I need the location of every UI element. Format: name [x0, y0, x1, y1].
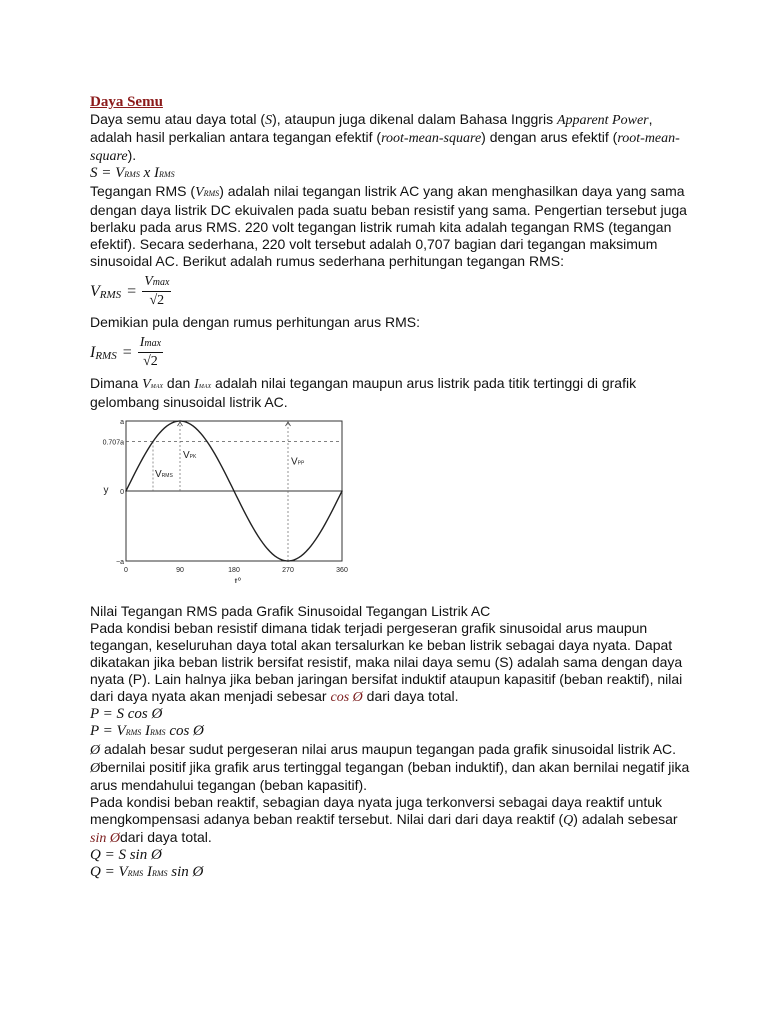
- symbol-phi: Ø: [90, 761, 101, 776]
- formula-p1: P = S cos Ø: [90, 706, 163, 722]
- text: adalah besar sudut pergeseran nilai arus maupun tegangan pada grafik sinusoidal listrik AC.: [100, 741, 677, 757]
- denominator: √2: [143, 354, 158, 369]
- text: adalah nilai tegangan maupun arus listrik pada titik tertinggi di grafik gelombang sinusoidal listrik AC.: [90, 375, 637, 410]
- formula-sub: RMS: [151, 869, 168, 878]
- sine-wave-chart: [90, 413, 360, 583]
- symbol-sub: RMS: [203, 189, 220, 198]
- formula-q1: Q = S sin Ø: [90, 847, 162, 863]
- numerator: [138, 335, 163, 353]
- paragraph-max: [90, 375, 690, 411]
- formula-lhs: I: [90, 344, 96, 361]
- formula-lhs: V: [90, 283, 100, 300]
- article: [90, 94, 690, 882]
- paragraph-reactive: [90, 794, 690, 847]
- formula-text: Q = V: [90, 864, 128, 880]
- x-tick-label: 270: [282, 567, 294, 574]
- text: Pada kondisi beban resistif dimana tidak terjadi pergeseran grafik sinusoidal arus maupun tegangan, keseluruhan daya total akan tersalurkan ke beban listrik sebagai daya nyata. Dapat dikatakan jika beban listrik bersifat resistif, maka nilai daya semu (S) adalah sama dengan daya nyata (P). Lain halnya jika beban jaringan bersifat induktif ataupun kapasitif (beban reaktif), nilai dari daya nyata akan menjadi sebesar: [90, 620, 683, 704]
- data-point: [287, 560, 289, 562]
- paragraph-phi: [90, 741, 690, 794]
- text: ), ataupun juga dikenal dalam Bahasa Inggris: [272, 111, 557, 127]
- x-axis-label: t°: [234, 577, 242, 583]
- annotation-vpk: VPK: [183, 450, 197, 462]
- text: Pada kondisi beban reaktif, sebagian daya nyata juga terkonversi sebagai daya reaktif untuk mengkompensasi adanya beban reaktif tersebut. Nilai dari dari daya reaktif (: [90, 794, 663, 827]
- symbol-phi: Ø: [90, 743, 101, 758]
- y-tick-label: −a: [116, 559, 124, 566]
- formula-s: [90, 165, 690, 183]
- text: ) dengan arus efektif (: [481, 129, 618, 145]
- formula-lhs-sub: RMS: [99, 289, 122, 301]
- term-rms: root-mean-square: [381, 131, 482, 146]
- formula-text: S = V: [90, 165, 125, 181]
- formula-p2: [90, 723, 690, 741]
- x-tick-label: 0: [124, 567, 128, 574]
- fraction: [142, 274, 171, 310]
- symbol-v: V: [195, 185, 204, 200]
- formula-text: sin Ø: [167, 864, 204, 880]
- symbol-sub: max: [150, 381, 164, 390]
- formula-sub: RMS: [150, 728, 166, 737]
- chart-svg: [90, 413, 360, 583]
- y-tick-label: 0: [120, 489, 124, 496]
- formula-text: I: [143, 864, 152, 880]
- formula-lhs-sub: RMS: [95, 350, 117, 362]
- paragraph-irms-intro: Demikian pula dengan rumus perhitungan arus RMS:: [90, 314, 420, 330]
- paragraph-vrms: [90, 183, 690, 270]
- denominator: √2: [149, 293, 165, 308]
- formula-sub: RMS: [127, 869, 144, 878]
- text: dari daya total.: [362, 688, 459, 704]
- text: , adalah hasil perkalian antara tegangan efektif (: [90, 111, 653, 145]
- section-heading: Daya Semu: [90, 94, 163, 110]
- x-tick-label: 360: [336, 567, 348, 574]
- formula-vrms: [90, 270, 690, 314]
- term-sin-phi: sin Ø: [90, 831, 120, 846]
- formula-sub: RMS: [159, 170, 175, 179]
- x-tick-label: 180: [228, 567, 240, 574]
- text: bernilai positif jika grafik arus tertinggal tegangan (beban induktif), dan akan bernilai negatif jika arus mendahului tegangan (beban kapasitif).: [90, 759, 690, 793]
- equals-sign: =: [122, 344, 132, 361]
- symbol-sub: max: [198, 381, 212, 390]
- term-apparent-power: Apparent Power: [556, 113, 649, 128]
- text: Daya semu atau daya total (: [90, 111, 266, 127]
- formula-text: P = V: [90, 723, 126, 739]
- x-tick-label: 90: [176, 567, 184, 574]
- equals-sign: =: [127, 283, 137, 300]
- y-axis-label: y: [103, 485, 109, 496]
- text: Dimana: [90, 375, 143, 391]
- formula-text: cos Ø: [165, 723, 204, 739]
- num-var: V: [144, 274, 153, 289]
- text: ).: [127, 147, 137, 163]
- annotation-vpp: VPP: [291, 456, 305, 468]
- symbol-v: V: [142, 377, 151, 392]
- symbol-s: S: [265, 113, 273, 128]
- symbol-i: I: [194, 377, 199, 392]
- num-var: I: [139, 335, 145, 350]
- text: dan: [163, 375, 195, 391]
- data-point: [125, 490, 127, 492]
- annotation-vrms: VRMS: [155, 469, 173, 480]
- num-sub: max: [152, 277, 170, 288]
- fraction: [138, 335, 163, 371]
- paragraph-intro: [90, 111, 690, 165]
- term-rms: root-mean-square: [90, 131, 680, 164]
- term-cos-phi: cos Ø: [330, 690, 363, 705]
- text: ) adalah nilai tegangan listrik AC yang akan menghasilkan daya yang sama dengan daya listrik DC ekuivalen pada suatu beban resistif yang sama. Pengertian tersebut juga berlaku pada arus RMS. 220 volt tegangan listrik rumah kita adalah tegangan RMS (tegangan efektif). Secara sederhana, 220 volt tersebut adalah 0,707 bagian dari tegangan maksimum sinusoidal AC. Berikut adalah rumus sederhana perhitungan tegangan RMS:: [90, 183, 687, 269]
- formula-text: I: [141, 723, 150, 739]
- formula-irms: [90, 331, 690, 375]
- formula-text: x I: [139, 165, 160, 181]
- text: Tegangan RMS (: [90, 183, 196, 199]
- num-sub: max: [144, 338, 162, 349]
- data-point: [233, 490, 235, 492]
- data-point: [341, 490, 343, 492]
- formula-q2: [90, 864, 690, 882]
- text: dari daya total.: [119, 829, 212, 845]
- formula-sub: RMS: [125, 728, 142, 737]
- figure-caption: Nilai Tegangan RMS pada Grafik Sinusoidal Tegangan Listrik AC: [90, 603, 491, 619]
- y-tick-label: a: [120, 419, 124, 426]
- text: ) adalah sebesar: [573, 811, 678, 827]
- numerator: [142, 274, 171, 292]
- paragraph-resistive: [90, 620, 690, 706]
- formula-sub: RMS: [124, 170, 140, 179]
- symbol-q: Q: [563, 813, 574, 828]
- y-tick-label: 0.707a: [102, 439, 124, 447]
